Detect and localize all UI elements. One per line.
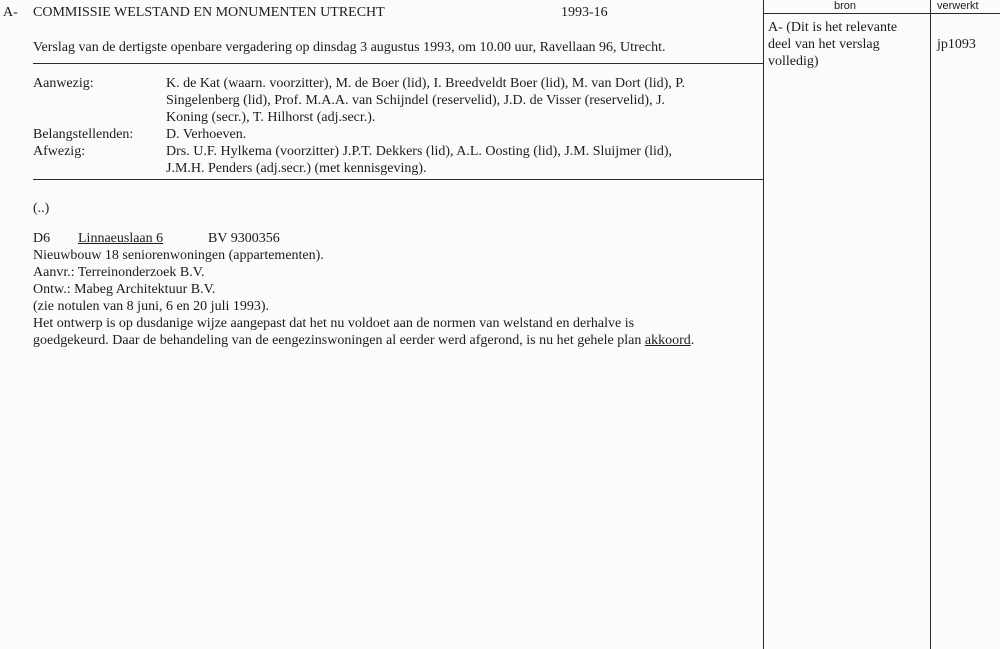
body-line-3: Ontw.: Mabeg Architektuur B.V. [33,282,216,297]
header-rule [33,63,763,64]
doc-subtitle: Verslag van de dertigste openbare vergadering op dinsdag 3 augustus 1993, om 10.00 uur, Ravellaan 96, Utrecht. [33,40,666,55]
verwerkt-column-header: verwerkt [937,0,979,12]
body-line-6-text: goedgekeurd. Daar de behandeling van de eengezinswoningen al eerder werd afgerond, is nu het gehele plan [33,333,645,348]
belangstellenden-value: D. Verhoeven. [166,127,247,142]
body-line-5: Het ontwerp is op dusdanige wijze aangepast dat het nu voldoet aan de normen van welstand en derhalve is [33,316,635,331]
body-line-6-end: . [690,333,695,348]
doc-prefix: A- [3,5,18,20]
ellipsis: (..) [33,201,50,216]
body-line-6 [33,333,694,349]
aanwezig-label: Aanwezig: [33,76,94,91]
item-code: D6 [33,231,51,246]
body-line-4: (zie notulen van 8 juni, 6 en 20 juli 1993). [33,299,270,314]
side-panel-left-border [763,0,764,649]
bron-note-line-1: A- (Dit is het relevante [768,20,898,35]
afwezig-line-1: Drs. U.F. Hylkema (voorzitter) J.P.T. Dekkers (lid), A.L. Oosting (lid), J.M. Sluijmer (lid), [166,144,673,159]
body-line-2: Aanvr.: Terreinonderzoek B.V. [33,265,205,280]
aanwezig-line-3: Koning (secr.), T. Hilhorst (adj.secr.). [166,110,376,125]
bron-note-line-2: deel van het verslag [768,37,880,52]
afwezig-label: Afwezig: [33,144,86,159]
item-reference: BV 9300356 [208,231,280,246]
decision-akkoord: akkoord [644,333,691,348]
aanwezig-line-2: Singelenberg (lid), Prof. M.A.A. van Schijndel (reservelid), J.D. de Visser (reservelid), J. [166,93,666,108]
doc-title: COMMISSIE WELSTAND EN MONUMENTEN UTRECHT [33,5,385,20]
item-address: Linnaeuslaan 6 [78,231,164,246]
doc-number: 1993-16 [561,5,608,20]
body-line-1: Nieuwbouw 18 seniorenwoningen (appartementen). [33,248,324,263]
bron-note-line-3: volledig) [768,54,819,69]
bron-column-header: bron [834,0,857,12]
aanwezig-line-1: K. de Kat (waarn. voorzitter), M. de Boer (lid), I. Breedveldt Boer (lid), M. van Dort (lid), P. [166,76,686,91]
side-panel-column-divider [930,0,931,649]
verwerkt-value: jp1093 [937,37,976,52]
attendance-rule [33,179,763,180]
belangstellenden-label: Belangstellenden: [33,127,134,142]
side-panel-header-rule [763,13,1000,14]
afwezig-line-2: J.M.H. Penders (adj.secr.) (met kennisgeving). [166,161,427,176]
